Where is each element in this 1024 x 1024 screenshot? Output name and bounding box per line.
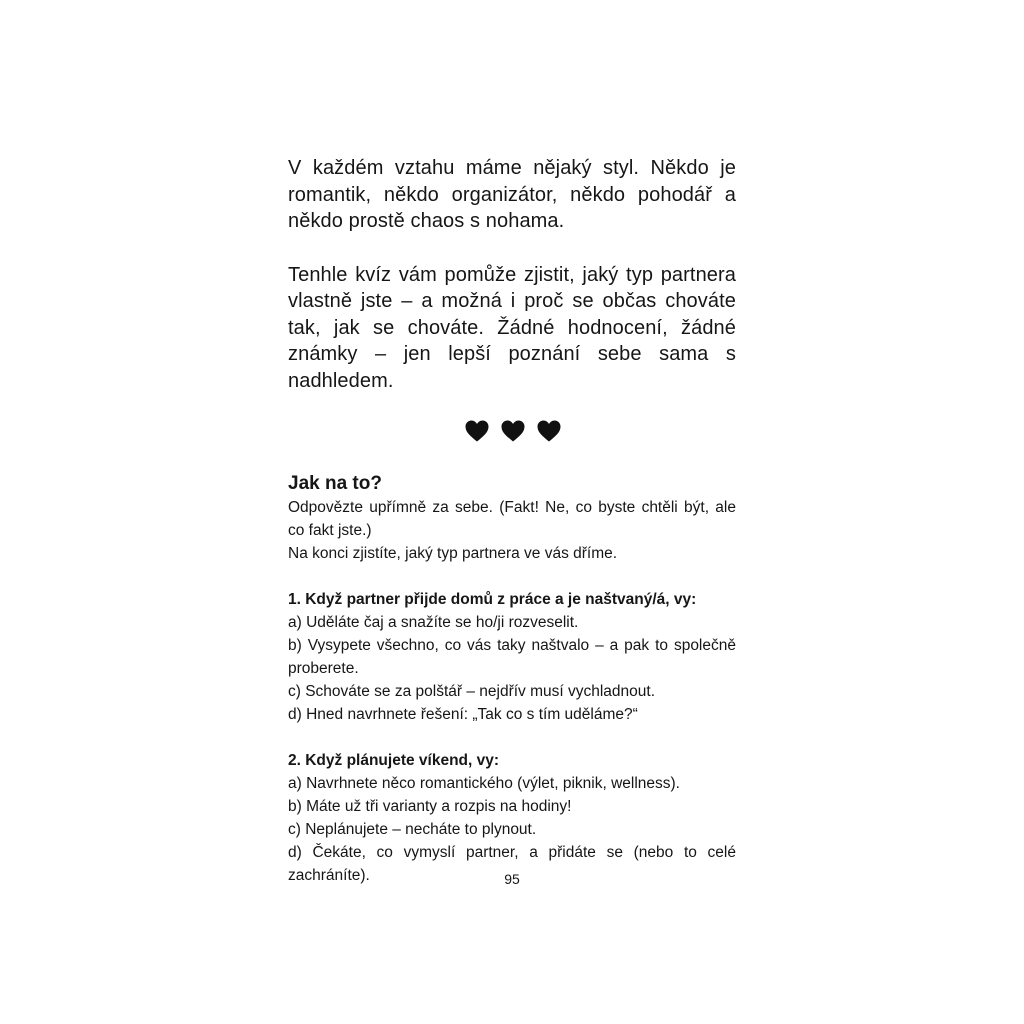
question-title: 1. Když partner přijde domů z práce a je naštvaný/á, vy: <box>288 591 697 608</box>
question-2 <box>288 749 736 887</box>
answer-option: c) Schováte se za polštář – nejdřív musí vychladnout. <box>288 683 656 700</box>
instruction-line: Na konci zjistíte, jaký typ partnera ve vás dříme. <box>288 545 618 562</box>
heart-icon <box>501 420 525 450</box>
intro-paragraph-2: Tenhle kvíz vám pomůže zjistit, jaký typ partnera vlastně jste – a možná i proč se občas chováte tak, jak se chováte. Žádné hodnocení, žádné známky – jen lepší poznání sebe sama s nadhledem. <box>288 263 736 392</box>
heart-icon <box>537 420 561 450</box>
intro-paragraph-1: V každém vztahu máme nějaký styl. Někdo je romantik, někdo organizátor, někdo pohodář a někdo prostě chaos s nohama. <box>288 157 736 232</box>
answer-option: b) Máte už tři varianty a rozpis na hodiny! <box>288 798 572 815</box>
answer-option: c) Neplánujete – necháte to plynout. <box>288 821 537 838</box>
page-number: 95 <box>504 871 520 887</box>
answer-option: d) Čekáte, co vymyslí partner, a přidáte se (nebo to celé zachráníte). <box>288 844 736 884</box>
page-content <box>288 155 736 887</box>
how-to-section <box>288 472 736 565</box>
question-title: 2. Když plánujete víkend, vy: <box>288 752 500 769</box>
section-heading: Jak na to? <box>288 473 382 494</box>
instruction-line: Odpovězte upřímně za sebe. (Fakt! Ne, co byste chtěli být, ale co fakt jste.) <box>288 499 736 539</box>
answer-option: a) Navrhnete něco romantického (výlet, piknik, wellness). <box>288 775 680 792</box>
answer-option: b) Vysypete všechno, co vás taky naštvalo – a pak to společně proberete. <box>288 637 736 677</box>
answer-option: a) Uděláte čaj a snažíte se ho/ji rozveselit. <box>288 614 579 631</box>
heart-separator <box>288 420 736 450</box>
answer-option: d) Hned navrhnete řešení: „Tak co s tím uděláme?“ <box>288 706 638 723</box>
heart-icon <box>465 420 489 450</box>
intro-section <box>288 155 736 394</box>
question-1 <box>288 588 736 726</box>
